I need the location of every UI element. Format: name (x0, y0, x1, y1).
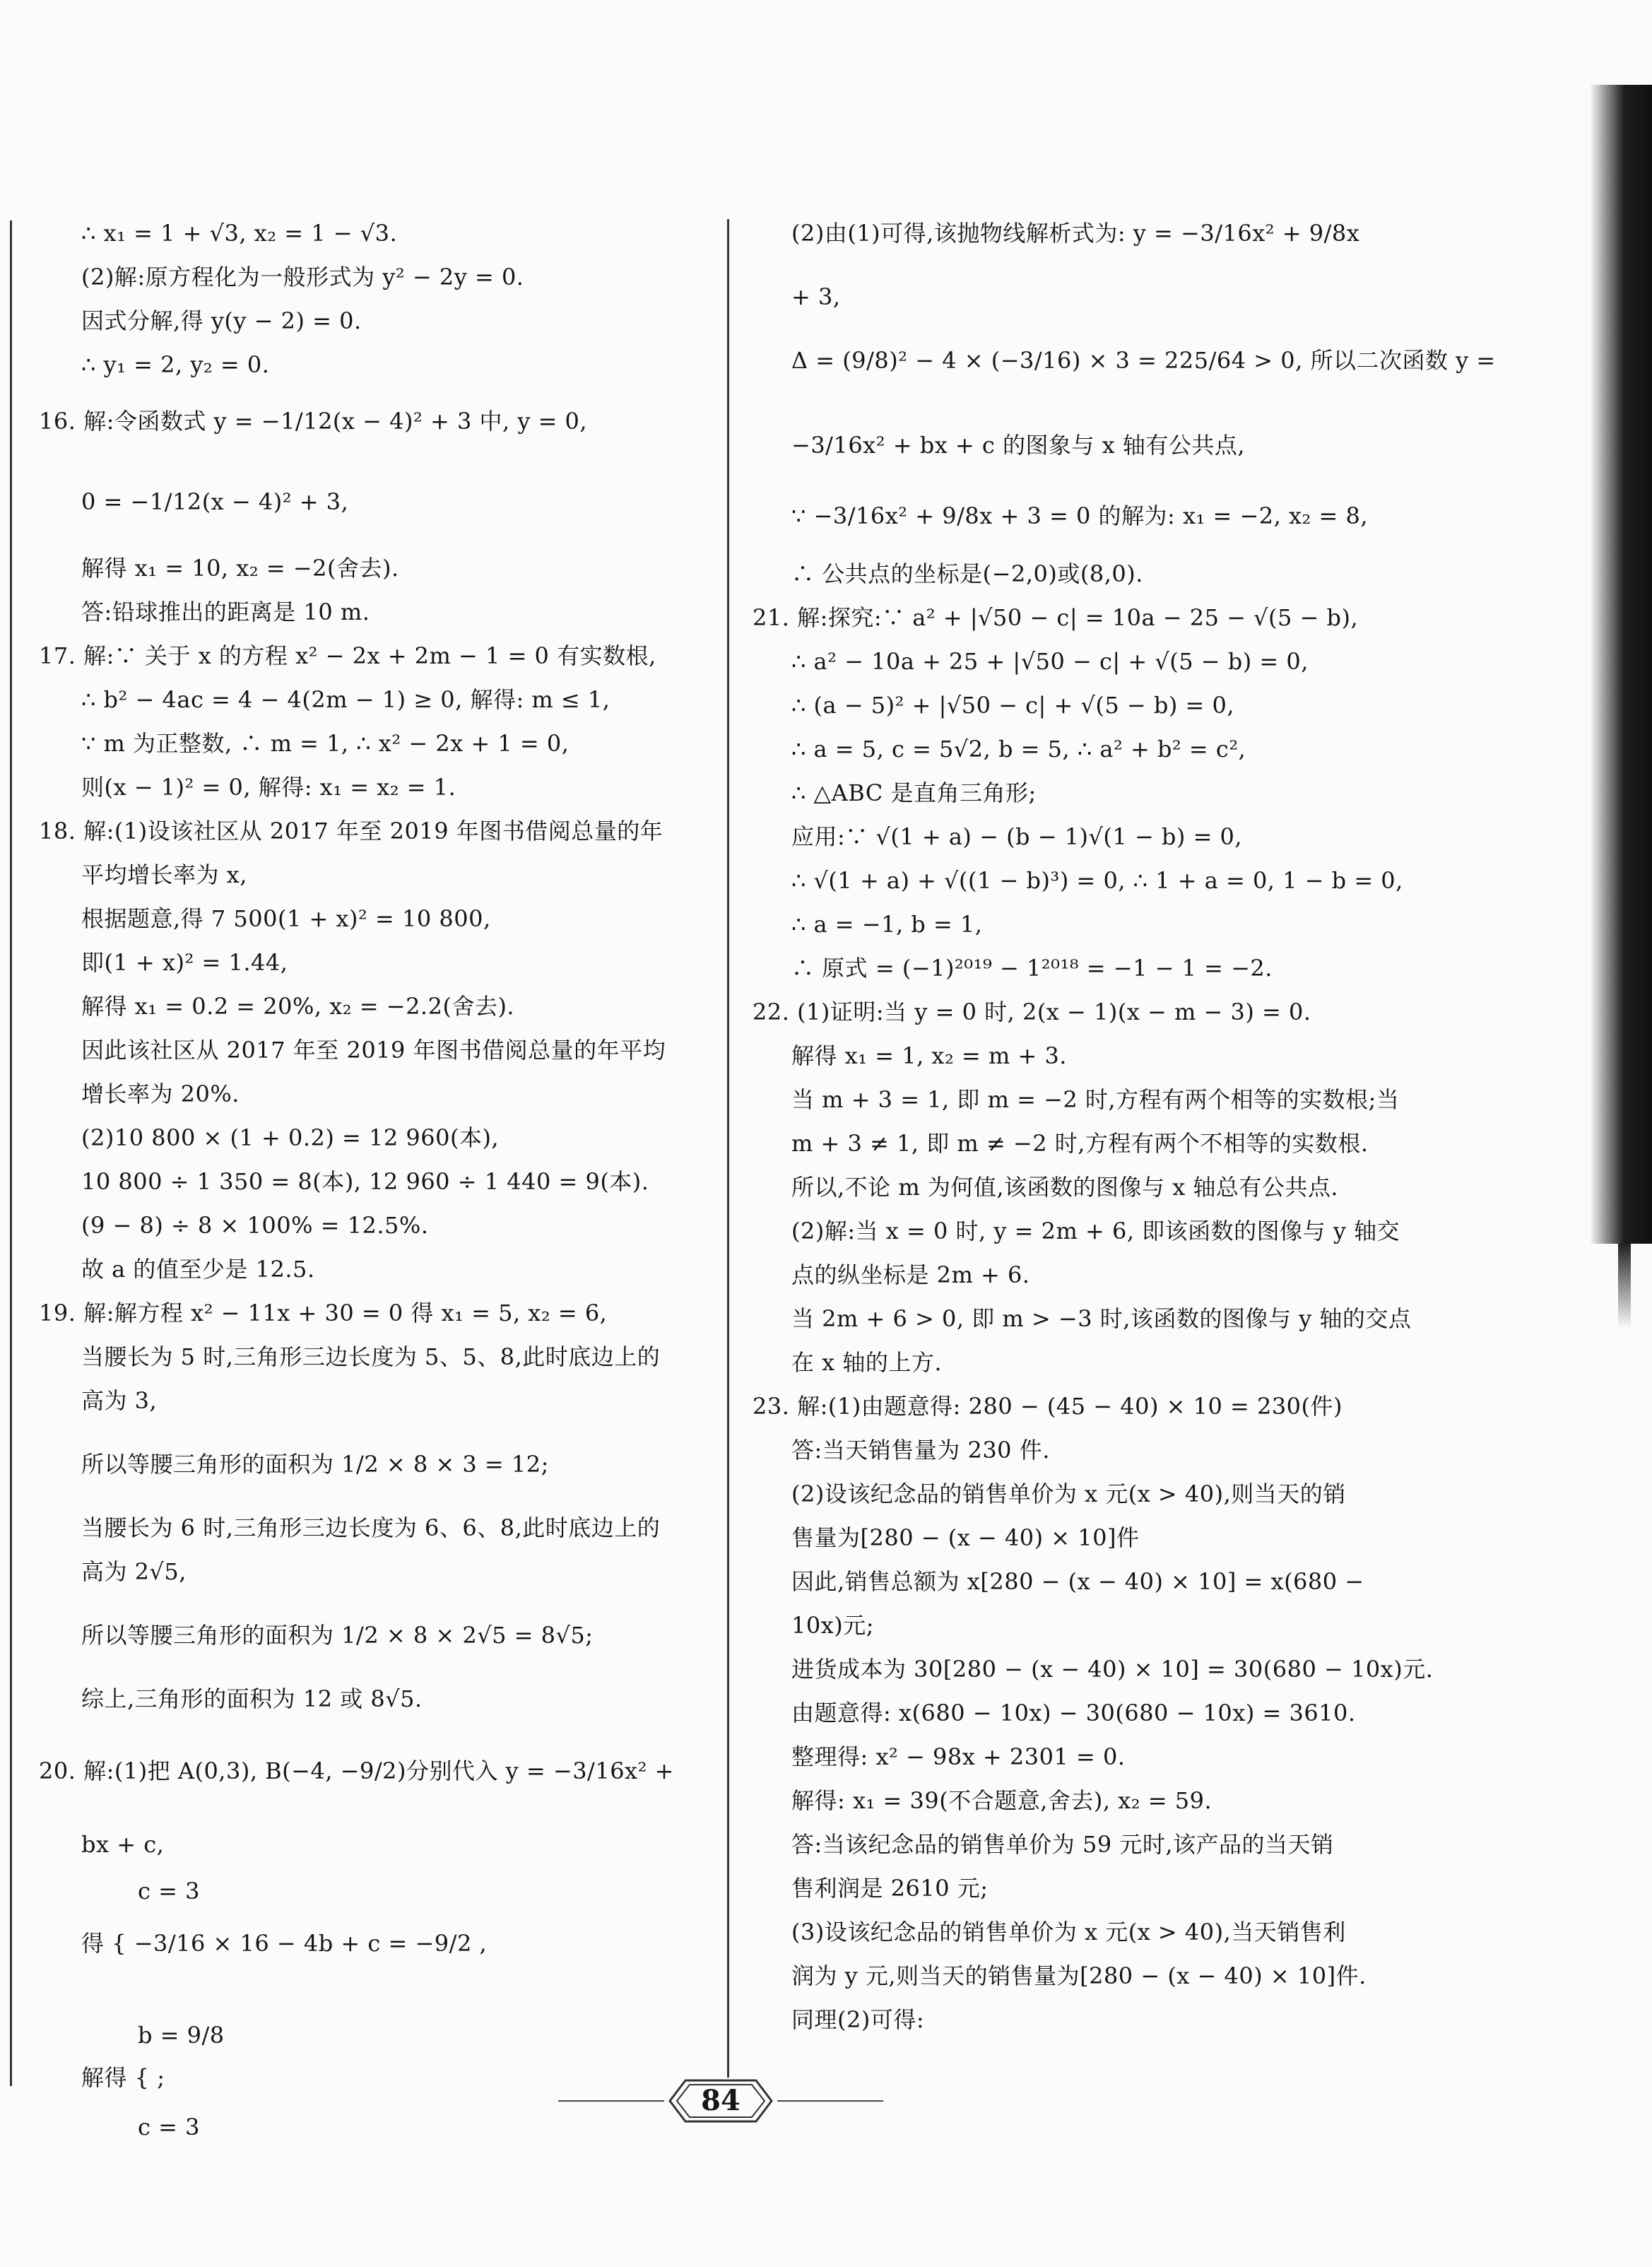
problem-23: 23. 解:(1)由题意得: 280 − (45 − 40) × 10 = 230(件) (753, 1393, 1343, 1420)
text-line: 故 a 的值至少是 12.5. (81, 1256, 315, 1283)
text-line: ∵ −3/16x² + 9/8x + 3 = 0 的解为: x₁ = −2, x₂ = 8, (791, 502, 1369, 529)
text-line: (2)解:当 x = 0 时, y = 2m + 6, 即该函数的图像与 y 轴交 (791, 1218, 1400, 1244)
text-line: 高为 2√5, (81, 1558, 187, 1585)
text-line: ∴ a = 5, c = 5√2, b = 5, ∴ a² + b² = c², (791, 736, 1246, 762)
problem-20: 20. 解:(1)把 A(0,3), B(−4, −9/2)分别代入 y = −3/16x² + (39, 1757, 674, 1784)
text-line: (2)10 800 × (1 + 0.2) = 12 960(本), (81, 1124, 500, 1151)
text-line: 所以,不论 m 为何值,该函数的图像与 x 轴总有公共点. (791, 1174, 1339, 1201)
text-line: 根据题意,得 7 500(1 + x)² = 10 800, (81, 905, 491, 932)
text-line: 所以等腰三角形的面积为 1/2 × 8 × 2√5 = 8√5; (81, 1622, 594, 1649)
text-line: ∴ √(1 + a) + √((1 − b)³) = 0, ∴ 1 + a = 0, 1 − b = 0, (791, 867, 1403, 894)
text-line: 解得 x₁ = 10, x₂ = −2(舍去). (81, 555, 399, 582)
text-line: 平均增长率为 x, (81, 861, 247, 888)
problem-21: 21. 解:探究:∵ a² + |√50 − c| = 10a − 25 − √(5 − b), (753, 604, 1359, 631)
text-line: 在 x 轴的上方. (791, 1349, 943, 1376)
text-line: 10 800 ÷ 1 350 = 8(本), 12 960 ÷ 1 440 = 9(本). (81, 1168, 649, 1195)
text-line: ∴ (a − 5)² + |√50 − c| + √(5 − b) = 0, (791, 692, 1235, 719)
text-line: ∴ b² − 4ac = 4 − 4(2m − 1) ≥ 0, 解得: m ≤ 1, (81, 686, 610, 713)
problem-16: 16. 解:令函数式 y = −1/12(x − 4)² + 3 中, y = 0, (39, 408, 588, 435)
text-line: 增长率为 20%. (81, 1080, 240, 1107)
text-line: bx + c, (81, 1831, 165, 1858)
text-line: (2)解:原方程化为一般形式为 y² − 2y = 0. (81, 264, 524, 290)
problem-18: 18. 解:(1)设该社区从 2017 年至 2019 年图书借阅总量的年 (39, 818, 663, 844)
text-line: 即(1 + x)² = 1.44, (81, 949, 288, 976)
text-line: (3)设该纪念品的销售单价为 x 元(x > 40),当天销售利 (791, 1919, 1346, 1945)
text-line: −3/16x² + bx + c 的图象与 x 轴有公共点, (791, 432, 1246, 459)
text-line: 所以等腰三角形的面积为 1/2 × 8 × 3 = 12; (81, 1451, 549, 1478)
system-line: b = 9/8 (138, 2022, 225, 2049)
text-line: ∴ 公共点的坐标是(−2,0)或(8,0). (791, 560, 1143, 587)
text-line: 解得 x₁ = 0.2 = 20%, x₂ = −2.2(舍去). (81, 993, 515, 1020)
text-line: 当腰长为 6 时,三角形三边长度为 6、6、8,此时底边上的 (81, 1514, 661, 1541)
text-line: ∴ △ABC 是直角三角形; (791, 779, 1037, 806)
text-line: 售量为[280 − (x − 40) × 10]件 (791, 1524, 1140, 1551)
text-line: m + 3 ≠ 1, 即 m ≠ −2 时,方程有两个不相等的实数根. (791, 1130, 1369, 1157)
text-line: 综上,三角形的面积为 12 或 8√5. (81, 1685, 423, 1712)
scan-edge-shadow (1590, 85, 1652, 1244)
text-line: 0 = −1/12(x − 4)² + 3, (81, 488, 349, 515)
footer-rule-left (558, 2100, 664, 2102)
text-line: ∵ m 为正整数, ∴ m = 1, ∴ x² − 2x + 1 = 0, (81, 730, 570, 757)
text-line: ∴ a² − 10a + 25 + |√50 − c| + √(5 − b) = 0, (791, 648, 1309, 675)
text-line: 因此该社区从 2017 年至 2019 年图书借阅总量的年平均 (81, 1037, 666, 1064)
text-line: ∴ x₁ = 1 + √3, x₂ = 1 − √3. (81, 220, 398, 247)
text-line: 解得: x₁ = 39(不合题意,舍去), x₂ = 59. (791, 1787, 1213, 1814)
system-line: 得 { −3/16 × 16 − 4b + c = −9/2 , (81, 1930, 488, 1957)
problem-19: 19. 解:解方程 x² − 11x + 30 = 0 得 x₁ = 5, x₂ = 6, (39, 1300, 608, 1326)
system-line: c = 3 (138, 1878, 200, 1904)
text-line: 同理(2)可得: (791, 2006, 925, 2033)
text-line: (9 − 8) ÷ 8 × 100% = 12.5%. (81, 1212, 429, 1239)
text-line: ∴ 原式 = (−1)²⁰¹⁹ − 1²⁰¹⁸ = −1 − 1 = −2. (791, 955, 1273, 982)
text-line: 润为 y 元,则当天的销售量为[280 − (x − 40) × 10]件. (791, 1962, 1367, 1989)
text-line: 整理得: x² − 98x + 2301 = 0. (791, 1743, 1126, 1770)
text-line: 因式分解,得 y(y − 2) = 0. (81, 307, 362, 334)
problem-17: 17. 解:∵ 关于 x 的方程 x² − 2x + 2m − 1 = 0 有实数根, (39, 642, 656, 669)
footer-rule-right (777, 2100, 883, 2102)
text-line: 答:铅球推出的距离是 10 m. (81, 599, 370, 625)
text-line: 答:当天销售量为 230 件. (791, 1437, 1050, 1464)
text-line: 因此,销售总额为 x[280 − (x − 40) × 10] = x(680 − (791, 1568, 1364, 1595)
text-line: 当腰长为 5 时,三角形三边长度为 5、5、8,此时底边上的 (81, 1343, 661, 1370)
text-line: Δ = (9/8)² − 4 × (−3/16) × 3 = 225/64 > 0, 所以二次函数 y = (791, 347, 1496, 374)
page-number: 84 (701, 2084, 741, 2117)
text-line: 由题意得: x(680 − 10x) − 30(680 − 10x) = 3610. (791, 1700, 1356, 1726)
system-line: c = 3 (138, 2114, 200, 2141)
text-line: 则(x − 1)² = 0, 解得: x₁ = x₂ = 1. (81, 774, 456, 801)
text-line: 高为 3, (81, 1387, 158, 1414)
text-line: + 3, (791, 283, 841, 310)
text-line: 售利润是 2610 元; (791, 1875, 989, 1902)
text-line: 解得 x₁ = 1, x₂ = m + 3. (791, 1042, 1067, 1069)
text-line: 当 2m + 6 > 0, 即 m > −3 时,该函数的图像与 y 轴的交点 (791, 1305, 1412, 1332)
text-line: 10x)元; (791, 1612, 875, 1639)
text-line: 点的纵坐标是 2m + 6. (791, 1261, 1030, 1288)
text-line: (2)由(1)可得,该抛物线解析式为: y = −3/16x² + 9/8x (791, 220, 1360, 247)
text-line: 当 m + 3 = 1, 即 m = −2 时,方程有两个相等的实数根;当 (791, 1086, 1400, 1113)
text-line: 应用:∵ √(1 + a) − (b − 1)√(1 − b) = 0, (791, 823, 1243, 850)
column-divider (727, 219, 729, 2078)
text-line: ∴ a = −1, b = 1, (791, 911, 983, 938)
text-line: ∴ y₁ = 2, y₂ = 0. (81, 351, 270, 378)
text-line: 答:当该纪念品的销售单价为 59 元时,该产品的当天销 (791, 1831, 1334, 1858)
page-footer (558, 2076, 883, 2126)
text-line: (2)设该纪念品的销售单价为 x 元(x > 40),则当天的销 (791, 1480, 1346, 1507)
scan-edge-shadow-tail (1618, 1244, 1631, 1329)
problem-22: 22. (1)证明:当 y = 0 时, 2(x − 1)(x − m − 3) = 0. (753, 999, 1311, 1025)
system-line: 解得 { ; (81, 2064, 165, 2091)
text-line: 进货成本为 30[280 − (x − 40) × 10] = 30(680 − 10x)元. (791, 1656, 1434, 1683)
left-margin-rule (10, 220, 12, 2086)
